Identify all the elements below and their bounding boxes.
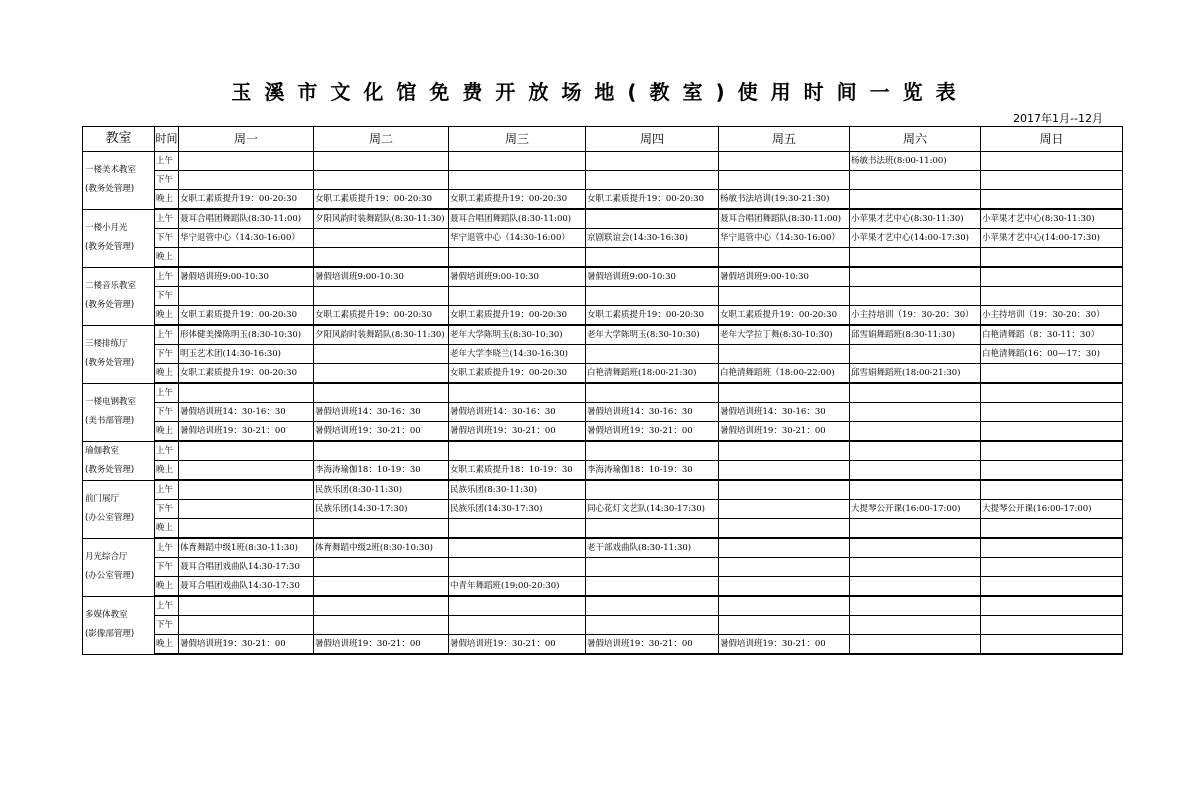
schedule-cell xyxy=(850,287,981,306)
schedule-cell xyxy=(981,364,1123,384)
schedule-cell xyxy=(850,558,981,577)
schedule-cell xyxy=(449,287,586,306)
schedule-cell xyxy=(179,480,314,500)
schedule-cell: 暑假培训班19：30-21：00 xyxy=(179,635,314,655)
schedule-cell: 杨敏书法培训(19:30-21:30) xyxy=(719,190,850,210)
time-slot-label: 上午 xyxy=(155,325,179,345)
room-cell xyxy=(83,441,155,480)
date-range: 2017年1月--12月 xyxy=(1013,112,1103,125)
schedule-cell: 华宁退管中心（14:30-16:00） xyxy=(179,229,314,248)
schedule-row xyxy=(83,558,1123,577)
room-cell xyxy=(83,538,155,596)
schedule-cell xyxy=(719,480,850,500)
schedule-cell xyxy=(981,383,1123,403)
schedule-cell xyxy=(179,152,314,171)
schedule-cell xyxy=(586,209,719,229)
header-day: 周三 xyxy=(449,127,586,152)
schedule-cell: 女职工素质提升19：00-20:30 xyxy=(179,364,314,384)
schedule-cell xyxy=(314,345,449,364)
schedule-cell: 女职工素质提升19：00-20:30 xyxy=(179,306,314,326)
schedule-cell: 李海涛瑜伽18：10-19：30 xyxy=(314,461,449,481)
schedule-cell xyxy=(179,519,314,539)
schedule-row xyxy=(83,519,1123,539)
time-slot-label: 晚上 xyxy=(155,461,179,481)
schedule-cell: 女职工素质提升19：00-20:30 xyxy=(719,306,850,326)
time-slot-label: 下午 xyxy=(155,287,179,306)
schedule-cell xyxy=(719,500,850,519)
schedule-cell: 同心花灯文艺队(14:30-17:30) xyxy=(586,500,719,519)
schedule-cell xyxy=(179,383,314,403)
room-name: 月光综合厅 xyxy=(85,552,128,562)
schedule-cell xyxy=(179,287,314,306)
time-slot-label: 晚上 xyxy=(155,577,179,597)
schedule-cell: 女职工素质提升19：00-20:30 xyxy=(586,306,719,326)
time-slot-label: 晚上 xyxy=(155,248,179,268)
time-slot-label: 下午 xyxy=(155,403,179,422)
schedule-cell xyxy=(719,596,850,616)
schedule-cell xyxy=(449,596,586,616)
schedule-table xyxy=(82,126,1123,655)
room-name: 前门展厅 xyxy=(85,494,120,504)
schedule-cell xyxy=(981,171,1123,190)
schedule-cell xyxy=(449,519,586,539)
header-row xyxy=(83,127,1123,152)
room-cell xyxy=(83,267,155,325)
schedule-row xyxy=(83,577,1123,597)
schedule-row xyxy=(83,345,1123,364)
schedule-cell xyxy=(719,345,850,364)
schedule-cell xyxy=(981,616,1123,635)
schedule-cell: 暑假培训班9:00-10:30 xyxy=(179,267,314,287)
schedule-cell xyxy=(981,558,1123,577)
schedule-cell: 女职工素质提升19：00-20:30 xyxy=(449,306,586,326)
time-slot-label: 晚上 xyxy=(155,364,179,384)
schedule-cell xyxy=(314,287,449,306)
schedule-cell: 暑假培训班19：30-21：00 xyxy=(314,635,449,655)
schedule-row xyxy=(83,229,1123,248)
time-slot-label: 上午 xyxy=(155,441,179,461)
schedule-cell xyxy=(586,480,719,500)
schedule-row xyxy=(83,383,1123,403)
schedule-cell xyxy=(850,383,981,403)
room-cell xyxy=(83,325,155,383)
schedule-cell: 华宁退管中心（14:30-16:00） xyxy=(719,229,850,248)
schedule-cell: 小苹果才艺中心(8:30-11:30) xyxy=(850,209,981,229)
schedule-cell: 小苹果才艺中心(14:00-17:30) xyxy=(850,229,981,248)
time-slot-label: 下午 xyxy=(155,229,179,248)
schedule-cell xyxy=(850,616,981,635)
schedule-row xyxy=(83,461,1123,481)
schedule-cell xyxy=(179,500,314,519)
schedule-cell: 夕阳风韵时装舞蹈队(8:30-11:30) xyxy=(314,209,449,229)
schedule-row xyxy=(83,190,1123,210)
schedule-cell xyxy=(314,383,449,403)
room-dept: (教务处管理) xyxy=(85,358,135,368)
schedule-cell xyxy=(719,558,850,577)
schedule-cell xyxy=(719,519,850,539)
schedule-cell xyxy=(719,538,850,558)
time-slot-label: 上午 xyxy=(155,538,179,558)
schedule-cell xyxy=(850,635,981,655)
room-dept: (办公室管理) xyxy=(85,513,135,523)
schedule-cell xyxy=(314,616,449,635)
room-dept: (教务处管理) xyxy=(85,184,135,195)
schedule-cell xyxy=(449,538,586,558)
room-name: 一楼电钢教室 xyxy=(85,397,137,407)
schedule-cell xyxy=(449,616,586,635)
schedule-row xyxy=(83,441,1123,461)
time-slot-label: 晚上 xyxy=(155,635,179,655)
schedule-cell xyxy=(586,345,719,364)
schedule-cell: 暑假培训班19：30-21：00 xyxy=(719,635,850,655)
schedule-cell: 老年大学陈明玉(8:30-10:30) xyxy=(586,325,719,345)
schedule-cell xyxy=(179,616,314,635)
room-dept: (教务处管理) xyxy=(85,300,135,310)
schedule-cell: 老干部戏曲队(8:30-11:30) xyxy=(586,538,719,558)
schedule-cell xyxy=(314,441,449,461)
time-slot-label: 上午 xyxy=(155,480,179,500)
schedule-cell xyxy=(981,480,1123,500)
schedule-cell xyxy=(850,190,981,210)
schedule-cell xyxy=(449,383,586,403)
schedule-body xyxy=(83,152,1123,655)
schedule-cell xyxy=(719,248,850,268)
schedule-cell: 白艳清舞蹈(16：00—17：30) xyxy=(981,345,1123,364)
schedule-cell: 女职工素质提升19：00-20:30 xyxy=(314,190,449,210)
schedule-cell xyxy=(850,441,981,461)
schedule-row xyxy=(83,325,1123,345)
room-dept: (影像部管理) xyxy=(85,629,135,639)
time-slot-label: 上午 xyxy=(155,383,179,403)
room-dept: (美书部管理) xyxy=(85,416,135,426)
schedule-cell: 民族乐团(14:30-17:30) xyxy=(449,500,586,519)
time-slot-label: 上午 xyxy=(155,596,179,616)
schedule-cell xyxy=(719,171,850,190)
schedule-row xyxy=(83,403,1123,422)
schedule-cell xyxy=(850,171,981,190)
schedule-cell xyxy=(586,287,719,306)
schedule-cell xyxy=(850,538,981,558)
schedule-row xyxy=(83,267,1123,287)
time-slot-label: 上午 xyxy=(155,152,179,171)
schedule-cell: 白艳清舞蹈班(18:00-21:30) xyxy=(586,364,719,384)
schedule-cell: 女职工素质提升19：00-20:30 xyxy=(314,306,449,326)
schedule-cell: 体育舞蹈中级2班(8:30-10:30) xyxy=(314,538,449,558)
schedule-cell: 老年大学拉丁舞(8:30-10:30) xyxy=(719,325,850,345)
schedule-row xyxy=(83,480,1123,500)
schedule-cell xyxy=(719,441,850,461)
header-day: 周二 xyxy=(314,127,449,152)
schedule-row xyxy=(83,635,1123,655)
room-name: 二楼音乐教室 xyxy=(85,281,137,291)
time-slot-label: 下午 xyxy=(155,345,179,364)
page-title: 玉溪市文化馆免费开放场地(教室)使用时间一览表 xyxy=(231,80,969,104)
schedule-cell xyxy=(850,519,981,539)
schedule-cell xyxy=(850,267,981,287)
schedule-cell: 暑假培训班9:00-10:30 xyxy=(719,267,850,287)
schedule-cell xyxy=(981,422,1123,442)
schedule-cell: 女职工素质提升19：00-20:30 xyxy=(449,190,586,210)
schedule-cell: 京剧联谊会(14:30-16:30) xyxy=(586,229,719,248)
schedule-cell: 女职工素质提升19：00-20:30 xyxy=(179,190,314,210)
schedule-row xyxy=(83,596,1123,616)
schedule-cell: 明玉艺术团(14:30-16:30) xyxy=(179,345,314,364)
schedule-cell xyxy=(314,364,449,384)
schedule-cell xyxy=(719,577,850,597)
schedule-row xyxy=(83,209,1123,229)
schedule-cell: 暑假培训班19：30-21：00 xyxy=(449,422,586,442)
room-name: 瑜伽教室 xyxy=(85,445,120,456)
schedule-cell: 暑假培训班19：30-21：00 xyxy=(586,635,719,655)
schedule-cell xyxy=(449,152,586,171)
schedule-cell xyxy=(449,441,586,461)
schedule-cell xyxy=(850,461,981,481)
schedule-cell xyxy=(314,152,449,171)
schedule-row xyxy=(83,364,1123,384)
time-slot-label: 下午 xyxy=(155,500,179,519)
schedule-row xyxy=(83,171,1123,190)
schedule-cell xyxy=(586,152,719,171)
schedule-row xyxy=(83,248,1123,268)
schedule-cell: 白艳清舞蹈（8：30-11：30） xyxy=(981,325,1123,345)
schedule-row xyxy=(83,500,1123,519)
schedule-cell: 小主持培训（19：30-20：30） xyxy=(981,306,1123,326)
schedule-cell: 民族乐团(14:30-17:30) xyxy=(314,500,449,519)
room-dept: (教务处管理) xyxy=(85,464,135,475)
header-day: 周五 xyxy=(719,127,850,152)
schedule-cell xyxy=(179,461,314,481)
time-slot-label: 晚上 xyxy=(155,422,179,442)
time-slot-label: 上午 xyxy=(155,209,179,229)
schedule-cell: 暑假培训班14：30-16：30 xyxy=(719,403,850,422)
schedule-row xyxy=(83,306,1123,326)
schedule-cell: 聂耳合唱团舞蹈队(8:30-11:00) xyxy=(719,209,850,229)
schedule-cell: 李海涛瑜伽18：10-19：30 xyxy=(586,461,719,481)
schedule-cell xyxy=(586,616,719,635)
schedule-cell xyxy=(586,171,719,190)
schedule-cell: 杨敏书法班(8:00-11:00) xyxy=(850,152,981,171)
schedule-cell xyxy=(981,152,1123,171)
header-time: 时间 xyxy=(155,127,179,152)
schedule-cell xyxy=(850,345,981,364)
schedule-cell: 邱雪娟舞蹈班(8:30-11:30) xyxy=(850,325,981,345)
schedule-cell xyxy=(981,248,1123,268)
schedule-row xyxy=(83,152,1123,171)
schedule-cell: 女职工素质提升18：10-19：30 xyxy=(449,461,586,481)
schedule-cell xyxy=(981,519,1123,539)
schedule-cell: 民族乐团(8:30-11:30) xyxy=(314,480,449,500)
schedule-cell xyxy=(981,441,1123,461)
room-dept: (教务处管理) xyxy=(85,242,135,252)
room-cell xyxy=(83,383,155,441)
schedule-cell xyxy=(719,461,850,481)
schedule-row xyxy=(83,422,1123,442)
schedule-cell: 暑假培训班14：30-16：30 xyxy=(586,403,719,422)
schedule-cell: 暑假培训班19：30-21：00 xyxy=(586,422,719,442)
schedule-cell: 聂耳合唱团舞蹈队(8:30-11:00) xyxy=(179,209,314,229)
schedule-cell: 聂耳合唱团戏曲队14:30-17:30 xyxy=(179,558,314,577)
schedule-cell xyxy=(719,287,850,306)
room-cell xyxy=(83,480,155,538)
schedule-cell: 暑假培训班19：30-21：00 xyxy=(719,422,850,442)
schedule-cell: 暑假培训班19：30-21：00 xyxy=(449,635,586,655)
schedule-cell xyxy=(850,577,981,597)
time-slot-label: 晚上 xyxy=(155,306,179,326)
schedule-cell xyxy=(314,577,449,597)
room-name: 一楼小月光 xyxy=(85,223,128,233)
schedule-cell xyxy=(179,441,314,461)
time-slot-label: 上午 xyxy=(155,267,179,287)
schedule-cell: 暑假培训班14：30-16：30 xyxy=(179,403,314,422)
schedule-cell xyxy=(981,635,1123,655)
schedule-cell: 体育舞蹈中级1班(8:30-11:30) xyxy=(179,538,314,558)
schedule-cell xyxy=(981,190,1123,210)
room-dept: (办公室管理) xyxy=(85,571,135,581)
schedule-cell: 小苹果才艺中心(8:30-11:30) xyxy=(981,209,1123,229)
header-day: 周日 xyxy=(981,127,1123,152)
schedule-row xyxy=(83,538,1123,558)
schedule-cell: 民族乐团(8:30-11:30) xyxy=(449,480,586,500)
schedule-cell: 暑假培训班19：30-21：00 xyxy=(179,422,314,442)
schedule-cell: 女职工素质提升19：00-20:30 xyxy=(449,364,586,384)
room-cell xyxy=(83,152,155,210)
schedule-cell xyxy=(586,441,719,461)
schedule-cell xyxy=(314,229,449,248)
schedule-cell: 暑假培训班9:00-10:30 xyxy=(586,267,719,287)
schedule-cell xyxy=(719,383,850,403)
header-room: 教室 xyxy=(83,127,155,152)
schedule-cell xyxy=(449,558,586,577)
schedule-cell: 老年大学陈明玉(8:30-10:30) xyxy=(449,325,586,345)
schedule-cell xyxy=(981,267,1123,287)
schedule-cell xyxy=(314,519,449,539)
schedule-cell: 暑假培训班9:00-10:30 xyxy=(449,267,586,287)
schedule-cell xyxy=(314,248,449,268)
schedule-cell: 大提琴公开课(16:00-17:00) xyxy=(850,500,981,519)
schedule-cell xyxy=(981,403,1123,422)
time-slot-label: 下午 xyxy=(155,616,179,635)
room-name: 一楼美术教室 xyxy=(85,165,137,176)
schedule-cell xyxy=(719,152,850,171)
schedule-cell: 小主持培训（19：30-20：30） xyxy=(850,306,981,326)
schedule-row xyxy=(83,287,1123,306)
schedule-cell xyxy=(719,616,850,635)
schedule-cell xyxy=(850,248,981,268)
schedule-cell xyxy=(850,596,981,616)
schedule-cell xyxy=(314,596,449,616)
schedule-cell xyxy=(981,538,1123,558)
room-name: 多媒体教室 xyxy=(85,610,128,620)
schedule-cell xyxy=(586,383,719,403)
schedule-cell: 暑假培训班19：30-21：00 xyxy=(314,422,449,442)
schedule-cell: 暑假培训班14：30-16：30 xyxy=(314,403,449,422)
room-cell xyxy=(83,209,155,267)
header-day: 周四 xyxy=(586,127,719,152)
schedule-cell xyxy=(586,519,719,539)
schedule-cell: 华宁退管中心（14:30-16:00） xyxy=(449,229,586,248)
schedule-cell xyxy=(850,480,981,500)
time-slot-label: 下午 xyxy=(155,558,179,577)
schedule-cell: 中青年舞蹈班(19:00-20:30) xyxy=(449,577,586,597)
schedule-cell xyxy=(586,558,719,577)
schedule-cell xyxy=(314,558,449,577)
schedule-cell: 暑假培训班14：30-16：30 xyxy=(449,403,586,422)
schedule-cell xyxy=(449,171,586,190)
header-day: 周六 xyxy=(850,127,981,152)
schedule-cell: 聂耳合唱团戏曲队14:30-17:30 xyxy=(179,577,314,597)
schedule-cell xyxy=(586,577,719,597)
schedule-cell xyxy=(586,596,719,616)
schedule-cell xyxy=(850,403,981,422)
schedule-cell: 女职工素质提升19：00-20:30 xyxy=(586,190,719,210)
schedule-cell: 邱雪娟舞蹈班(18:00-21:30) xyxy=(850,364,981,384)
schedule-cell xyxy=(179,171,314,190)
schedule-cell xyxy=(179,596,314,616)
schedule-cell: 形体健美操陈明玉(8:30-10:30) xyxy=(179,325,314,345)
schedule-cell xyxy=(981,287,1123,306)
schedule-cell xyxy=(586,248,719,268)
schedule-cell: 大提琴公开课(16:00-17:00) xyxy=(981,500,1123,519)
schedule-cell: 暑假培训班9:00-10:30 xyxy=(314,267,449,287)
schedule-cell xyxy=(850,422,981,442)
room-name: 三楼排练厅 xyxy=(85,339,128,349)
schedule-cell: 老年大学李晓兰(14:30-16:30) xyxy=(449,345,586,364)
schedule-cell xyxy=(314,171,449,190)
schedule-cell: 夕阳风韵时装舞蹈队(8:30-11:30) xyxy=(314,325,449,345)
schedule-cell xyxy=(179,248,314,268)
schedule-cell: 小苹果才艺中心(14:00-17:30) xyxy=(981,229,1123,248)
time-slot-label: 晚上 xyxy=(155,190,179,210)
schedule-cell: 白艳清舞蹈班（18:00-22:00) xyxy=(719,364,850,384)
header-day: 周一 xyxy=(179,127,314,152)
schedule-cell xyxy=(981,596,1123,616)
schedule-cell xyxy=(981,577,1123,597)
time-slot-label: 下午 xyxy=(155,171,179,190)
time-slot-label: 晚上 xyxy=(155,519,179,539)
schedule-cell: 聂耳合唱团舞蹈队(8:30-11:00) xyxy=(449,209,586,229)
schedule-row xyxy=(83,616,1123,635)
schedule-cell xyxy=(981,461,1123,481)
schedule-cell xyxy=(449,248,586,268)
room-cell xyxy=(83,596,155,654)
